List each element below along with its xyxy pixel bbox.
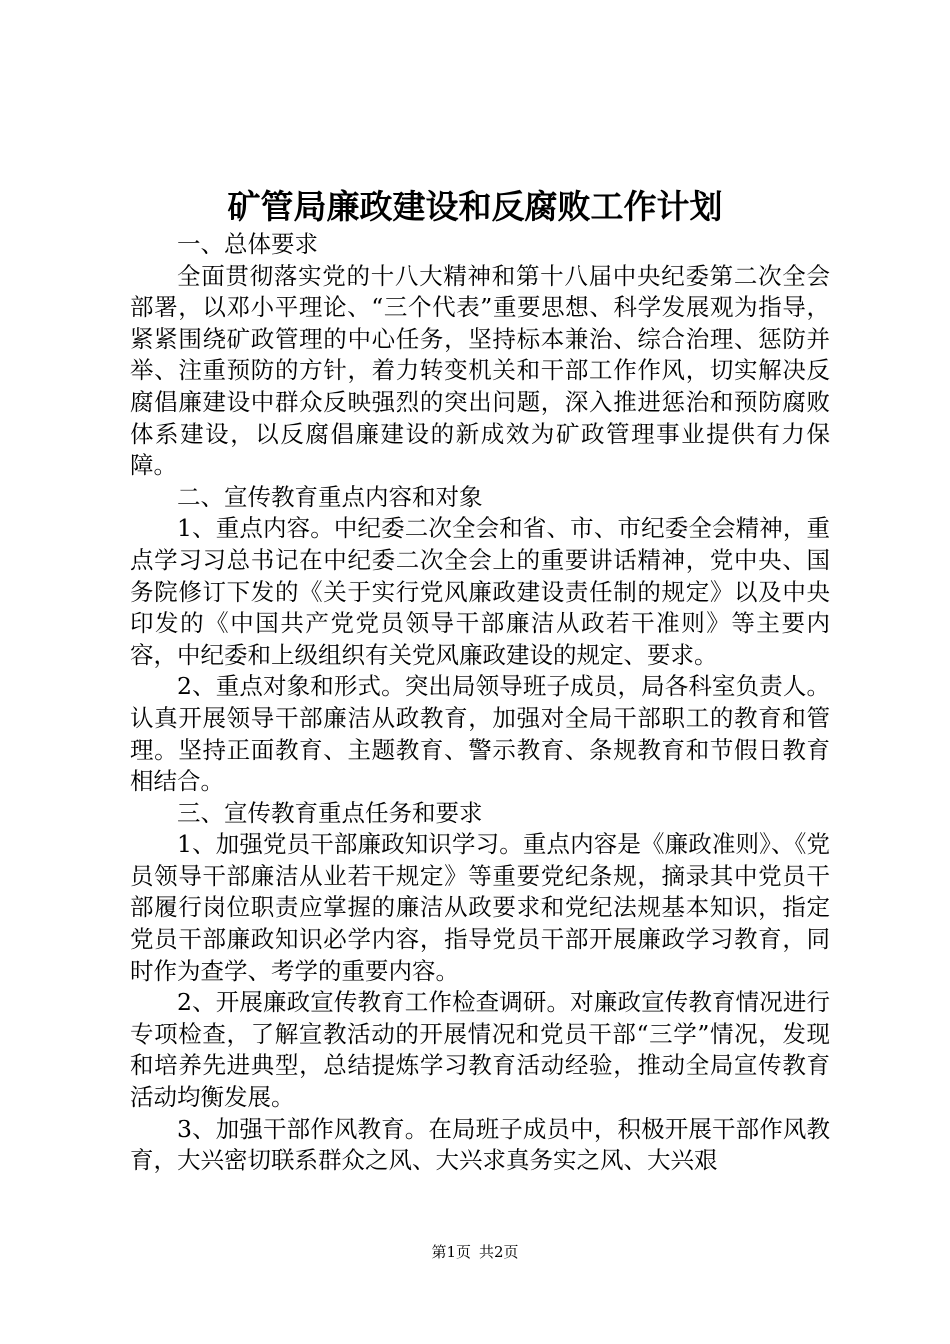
page-number: 第1页 [431,1243,471,1261]
body-paragraph: 1、重点内容。中纪委二次全会和省、市、市纪委全会精神，重点学习习总书记在中纪委二次全会上的重要讲话精神，党中央、国务院修订下发的《关于实行党风廉政建设责任制的规定》以及中央印发的《中国共产党党员领导干部廉洁从政若干准则》等主要内容，中纪委和上级组织有关党风廉政建设的规定、要求。 [130,514,830,669]
document-body [130,229,830,1177]
body-paragraph: 3、加强干部作风教育。在局班子成员中，积极开展干部作风教育，大兴密切联系群众之风、大兴求真务实之风、大兴艰 [130,1114,830,1175]
page-total: 共2页 [479,1243,519,1261]
body-paragraph: 2、开展廉政宣传教育工作检查调研。对廉政宣传教育情况进行专项检查，了解宣教活动的开展情况和党员干部“三学”情况，发现和培养先进典型，总结提炼学习教育活动经验，推动全局宣传教育活动均衡发展。 [130,988,830,1112]
section-heading-general-requirements: 一、总体要求 [177,230,318,258]
section-heading-education-tasks: 三、宣传教育重点任务和要求 [177,798,483,827]
document-title: 矿管局廉政建设和反腐败工作计划 [227,187,723,226]
body-paragraph: 2、重点对象和形式。突出局领导班子成员，局各科室负责人。认真开展领导干部廉洁从政教育，加强对全局干部职工的教育和管理。坚持正面教育、主题教育、警示教育、条规教育和节假日教育相结合。 [130,672,830,796]
body-paragraph: 1、加强党员干部廉政知识学习。重点内容是《廉政准则》、《党员领导干部廉洁从业若干规定》等重要党纪条规，摘录其中党员干部履行岗位职责应掌握的廉洁从政要求和党纪法规基本知识，指定党员干部廉政知识必学内容，指导党员干部开展廉政学习教育，同时作为查学、考学的重要内容。 [130,830,830,985]
section-heading-education-content: 二、宣传教育重点内容和对象 [177,482,483,511]
body-paragraph: 全面贯彻落实党的十八大精神和第十八届中央纪委第二次全会部署，以邓小平理论、“三个代表”重要思想、科学发展观为指导，紧紧围绕矿政管理的中心任务，坚持标本兼治、综合治理、惩防并举、注重预防的方针，着力转变机关和干部工作作风，切实解决反腐倡廉建设中群众反映强烈的突出问题，深入推进惩治和预防腐败体系建设，以反腐倡廉建设的新成效为矿政管理事业提供有力保障。 [130,261,830,480]
page-footer [0,1242,950,1262]
